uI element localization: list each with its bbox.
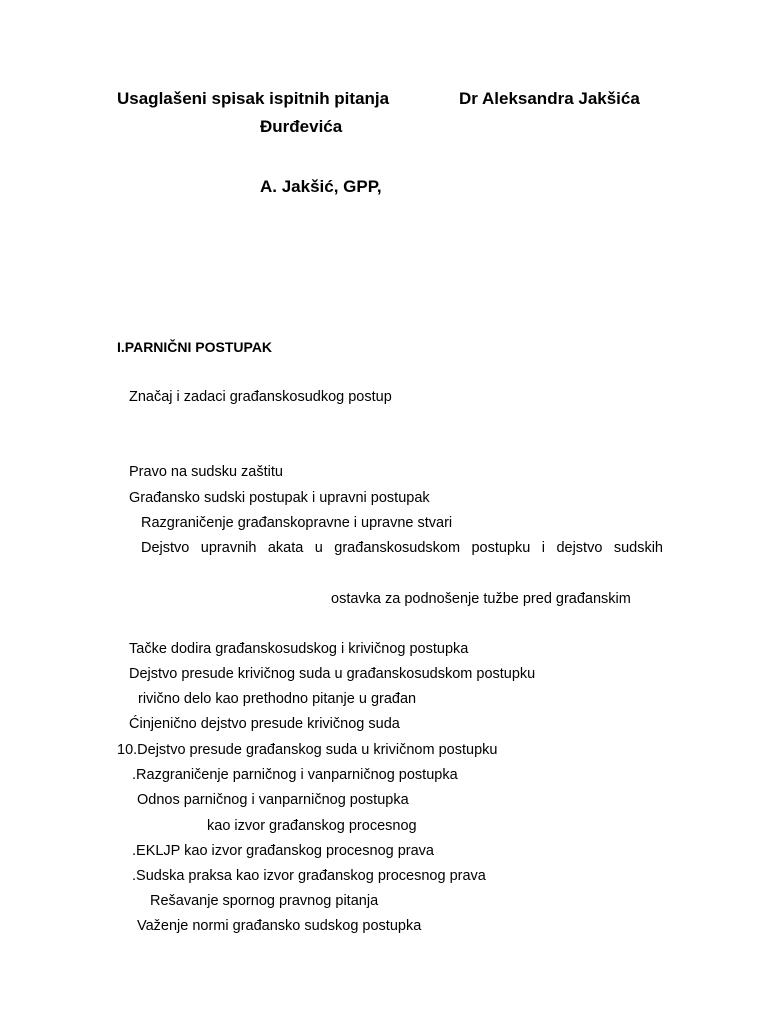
document-author: A. Jakšić, GPP, (260, 177, 382, 196)
document-title-continuation: Đurđevića (260, 117, 343, 136)
question-item: .Sudska praksa kao izvor građanskog procesnog prava (132, 868, 486, 884)
section-heading: I.PARNIČNI POSTUPAK (117, 339, 273, 355)
question-item: Građansko sudski postupak i upravni postupak (129, 490, 430, 506)
question-item: Razgraničenje građanskopravne i upravne stvari (141, 515, 453, 531)
document-title: Usaglašeni spisak ispitnih pitanja (117, 89, 390, 108)
question-item: 10.Dejstvo presude građanskog suda u krivičnom postupku (117, 742, 498, 758)
question-item: ostavka za podnošenje tužbe pred građanskim (331, 591, 631, 607)
question-item: .Razgraničenje parničnog i vanparničnog postupka (132, 767, 458, 783)
question-item: .EKLJP kao izvor građanskog procesnog prava (132, 843, 434, 859)
question-item: Pravo na sudsku zaštitu (129, 464, 283, 480)
question-item: Dejstvo presude krivičnog suda u građanskosudskom postupku (129, 666, 536, 682)
question-item: Rešavanje spornog pravnog pitanja (150, 893, 379, 909)
question-item: rivično delo kao prethodno pitanje u građan (138, 691, 417, 707)
document-title-author: Dr Aleksandra Jakšića (459, 89, 640, 108)
question-item: Dejstvo upravnih akata u građanskosudskom postupku i dejstvo sudskih (141, 540, 663, 556)
question-item: Ćinjenično dejstvo presude krivičnog suda (129, 716, 400, 732)
question-item: Odnos parničnog i vanparničnog postupka (137, 792, 409, 808)
question-item: Važenje normi građansko sudskog postupka (137, 918, 422, 934)
question-item: Značaj i zadaci građanskosudkog postup (129, 389, 392, 405)
question-item: kao izvor građanskog procesnog (207, 818, 417, 834)
question-item: Tačke dodira građanskosudskog i krivičnog postupka (129, 641, 469, 657)
